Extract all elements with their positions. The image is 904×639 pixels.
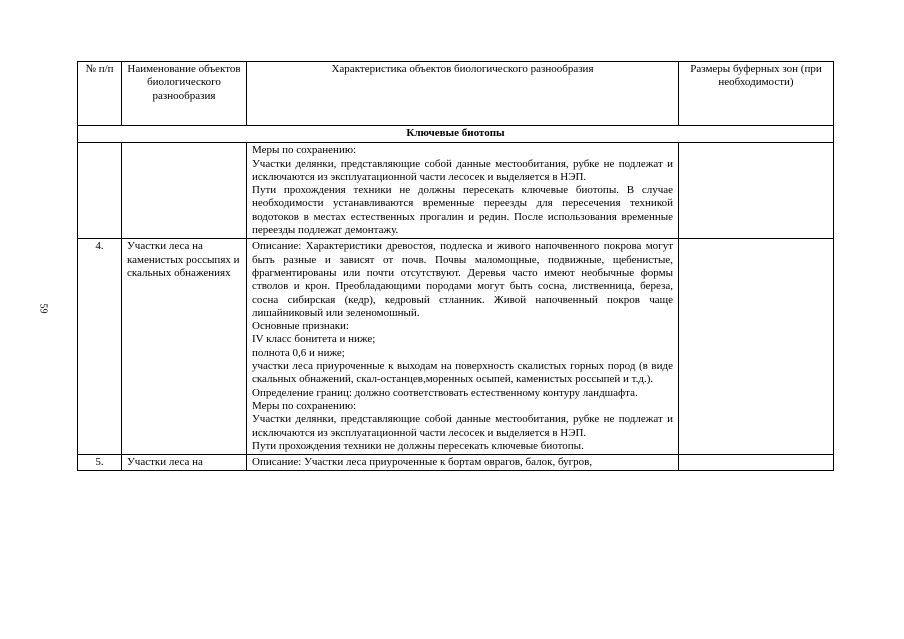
header-name: Наименование объектов биологического разнообразия bbox=[122, 62, 247, 126]
row-characteristic bbox=[247, 239, 679, 455]
desc-line: Определение границ: должно соответствовать естественному контуру ландшафта. bbox=[252, 386, 638, 399]
desc-line: Участки делянки, представляющие собой данные местообитания, рубке не подлежат и исключаются из эксплуатационной части лесосек и выделяется в НЭП. bbox=[252, 157, 673, 183]
desc-line: Пути прохождения техники не должны пересекать ключевые биотопы. В случае необходимости устанавливаются временные переезды для пересечения техникой водотоков в местах естественных прогалин и редин. После использования временные переезды подлежат демонтажу. bbox=[252, 184, 673, 237]
row-characteristic bbox=[247, 455, 679, 471]
desc-line: Пути прохождения техники не должны пересекать ключевые биотопы. bbox=[252, 439, 584, 452]
table-row bbox=[78, 143, 834, 239]
header-characteristic: Характеристика объектов биологического разнообразия bbox=[247, 62, 679, 126]
row-characteristic bbox=[247, 143, 679, 239]
row-name bbox=[122, 143, 247, 239]
desc-line: Основные признаки: bbox=[252, 320, 349, 333]
row-buffer bbox=[679, 143, 834, 239]
desc-line: полнота 0,6 и ниже; bbox=[252, 346, 345, 359]
biodiversity-table bbox=[77, 61, 834, 471]
header-num: № п/п bbox=[78, 62, 122, 126]
desc-line: Описание: Характеристики древостоя, подлеска и живого напочвенного покрова могут быть разные и зависят от почв. Почвы маломощные, подвижные, щебенистые, фрагментированы или почти отсутствуют. Деревья часто имеют необычные формы стволов и крон. Преобладающими породами могут быть сосна, лиственница, береза, сосна сибирская (кедр), кедровый стланник. Живой напочвенный покров чаще лишайниковый или зеленомошный. bbox=[252, 240, 673, 319]
desc-line: Меры по сохранению: bbox=[252, 399, 357, 412]
row-name: Участки леса на каменистых россыпях и скальных обнажениях bbox=[122, 239, 247, 455]
desc-line: Описание: Участки леса приуроченные к бортам оврагов, балок, бугров, bbox=[252, 456, 593, 469]
desc-line: участки леса приуроченные к выходам на поверхность скалистых горных пород (в виде скальных обнажений, скал-останцев,моренных осыпей, каменистых россыпей и т.д.). bbox=[252, 360, 673, 386]
desc-line: Меры по сохранению: bbox=[252, 144, 357, 157]
row-num: 4. bbox=[78, 239, 122, 455]
desc-line: Участки делянки, представляющие собой данные местообитания, рубке не подлежат и исключаются из эксплуатационной части лесосек и выделяется в НЭП. bbox=[252, 413, 673, 439]
row-num bbox=[78, 143, 122, 239]
row-name: Участки леса на bbox=[122, 455, 247, 471]
header-buffer: Размеры буферных зон (при необходимости) bbox=[679, 62, 834, 126]
section-row bbox=[78, 126, 834, 143]
table-row bbox=[78, 455, 834, 471]
table-header-row bbox=[78, 62, 834, 126]
table-row bbox=[78, 239, 834, 455]
page-number: 59 bbox=[37, 303, 49, 314]
row-num: 5. bbox=[78, 455, 122, 471]
row-buffer bbox=[679, 455, 834, 471]
row-buffer bbox=[679, 239, 834, 455]
desc-line: IV класс бонитета и ниже; bbox=[252, 333, 376, 346]
section-title: Ключевые биотопы bbox=[78, 126, 834, 143]
